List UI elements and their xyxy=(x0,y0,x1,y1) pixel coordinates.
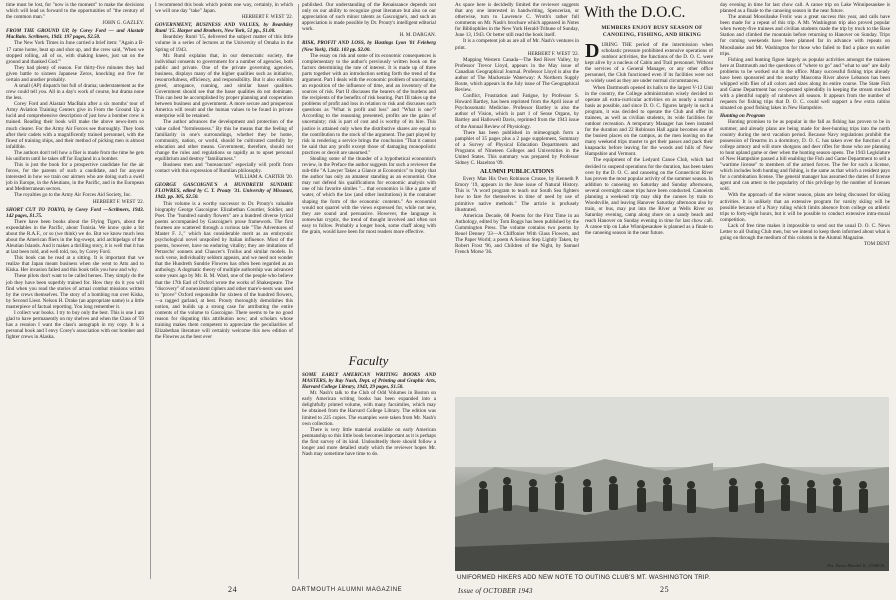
body-paragraph: These pilots don't want to be called heroes. They simply do the job they have been superbly trained for. How they do it you will find when you read the stories of actual combat missions written by the crews themselves. The story of a bombing run over Kiska, by Second Lieut. Nelson H. Drake (an appropriate name) is a little masterpiece of factual reporting. You long remember it. xyxy=(6,273,144,310)
body-paragraph: This book can be read at a sitting. It is important that we realize that Japan meant business when she went to Attu and to Kiska. Her invasion failed and this book tells you how and why. xyxy=(6,255,144,274)
body-paragraph: URING THE period of the intermission when scholastic pressure prohibited extensive operations of outdoor activities, the functions of the D. O. C. were kept alive by a nucleus of Cabin and Trail personnel. Without the services of a General Manager, or any other office personnel, the Club functioned even if its facilities were not so widely used as they are under normal circumstances. xyxy=(585,42,713,85)
reviewer-signature: WILLIAM A. CARTER '20. xyxy=(234,174,293,181)
reviewer-signature: HERBERT F. WEST '22. xyxy=(92,198,144,205)
reviewer-signature: HERBERT F. WEST '22. xyxy=(241,14,293,21)
left-page-number: 24 xyxy=(228,585,238,594)
body-paragraph: With the approach of the winter season, plans are being discussed for skiing activities. It is unlikely that an extensive program for varsity skiing will be possible because of a Navy ruling which limits absence from college on athletic trips to forty-eight hours, but it will be possible to conduct extensive intra-mural competition. xyxy=(720,192,890,223)
body-paragraph: The authors don't tell how a flier is made from the time he gets his uniform until he takes off for England in a bomber. xyxy=(6,149,144,162)
body-paragraph: The royalties go to the Army Air Forces Aid Society, Inc. xyxy=(14,192,132,199)
left-column-2 xyxy=(155,2,293,582)
body-paragraph: day evening in time for last chow call. A canoe trip on Lake Winnipesaukee is planned as a finale to the canoeing season in the near future. xyxy=(720,2,890,15)
body-paragraph: Fishing and hunting figure largely as popular activities amongst the trainees here at Dartmouth and the questions of "where to go" and "what to use" are daily problems to be worked out in the office. Many successful fishing trips already have been sponsored and the nearby Mascoma River above Lebanon has been whipped with flies of all colors and sizes along its entire course. The State Fish and Game Department has co-operated splendidly in keeping the stream stocked with a plentiful supply of rainbows all season. It appears from the number of requests for fishing trips that D. O. C. could well support a few extra cabins situated on good fishing lakes in New Hampshire. xyxy=(720,56,890,112)
body-paragraph: Every Man His Own Robinson Crusoe, by Kenneth P. Emory '19, appears in the June issue of Natural History. This is "A word program to teach our South Sea fighters how to fare for themselves in time of need by use of primitive native methods." The article is profusely illustrated. xyxy=(455,176,579,213)
body-paragraph: Corey Ford and Alastair MacBain after a six months' tour of Army Aviation Training Centers give in From the Ground Up a lucid and comprehensive description of just how a bomber crew is trained. Reading their book will make the above news-item so much clearer. For the Army Air Forces see thoroughly. They look after their cadets with a magnificently trained personnel, with the finest of training ships, and their method of picking men is almost infallible. xyxy=(6,101,144,150)
left-column-3-bottom xyxy=(302,370,436,580)
body-paragraph: Mr. Ruml explains that, in our democratic society, the individual consents to government for a number of agencies, both public and private. One of the private governing agencies, business, displays many of the higher qualities such as initiative, resourcefulness, efficiency, and responsibility. But it also exhibits greed, arrogance, cunning, and similar baser qualities. Government should see that the baser qualities do not dominate. This can best be accomplished by proper planning and cooperation between business and government. A more secure and prosperous America will result and the human values to be found in private enterprise will be retained. xyxy=(155,52,293,120)
left-column-1 xyxy=(6,2,144,582)
right-page-number: 25 xyxy=(660,585,670,594)
faculty-heading: Faculty xyxy=(348,353,389,368)
review-heading: SOME EARLY AMERICAN WRITING BOOKS AND MASTERS, by Ray Nash, Dept. of Printing and Graphic Arts, Harvard College Library, 1943, 29 pages, $1.50. xyxy=(302,372,436,391)
column-rule xyxy=(150,4,151,579)
drop-cap: D xyxy=(585,42,600,62)
right-column-2 xyxy=(585,42,713,394)
review-heading: GEORGE GASCOIGNE'S A HUNDRETH SUNDRIE FLOWRES, edited by C. T. Prouty '31. University of Missouri, 1942. pp. 305, $2.50. xyxy=(155,182,293,201)
body-paragraph: The author advances the development and protection of the value called "formlessness." By this he means that the feeling of familiarity in one's surroundings, whether they be home, community, nation, or world, should be cultivated carefully by education and other means. Government, therefore, should not change the rules and regulations so rapidly as to upset personal equilibrium and destroy "familiarness." xyxy=(155,119,293,162)
magazine-name: DARTMOUTH ALUMNI MAGAZINE xyxy=(292,587,403,593)
body-paragraph: time must be lost, for "now is the moment" to make the decisions which will lead us forward to the opportunities of "the century of the common man." xyxy=(6,2,144,21)
doc-title: With the D.O.C. xyxy=(584,4,686,21)
body-paragraph: The New York Times in June carried a brief item: "Again a B-17 came home, beat up and shot up, and the crew said, 'When we stopped rolling, all of us, with shaking knees, just sat on the ground and thanked God.'" xyxy=(6,40,144,65)
body-paragraph: A small (AP) dispatch but full of drama; understatement as the crew could tell you. All in a day's work of course, but drama none the less. xyxy=(6,83,144,102)
review-heading: Hunting on Program xyxy=(720,113,765,120)
body-paragraph: The essay on risk and some of its economic consequences is complementary to the author's previously written book on the factors determining the rate of interest. It is made up of three parts together with an introduction setting forth the trend of the argument. Part I deals with the economic problem of uncertainty, an exposition of the influence of time, and an inventory of the sources of risk. Part II discusses the bearers of the burdens and the recipients of the benefits of risk bearing. Part III takes up the problems of profit and loss in relation to risk and discusses such questions as "What is profit and loss" and "What is one"? According to the reasoning presented, profits are the gains of uncertainty; risk is part of cost and is worthy of its hire. This justice is attained only when the distributive shares are equal to the contribution to the stock of the argument. The part played by risk in rendering a service brings the conclusion "That it cannot be said that any profit except those of damaging monopolistic practices or deceit are unearned." xyxy=(302,52,436,156)
body-paragraph: There have been books about the Flying Tigers, about the expendables in the Pacific, about Tunisia. We know quite a bit about the R.A.F., or so (we think) we do. But we know much less about the American fliers in the fog-swept, arid archipelago of the Aleutian Islands. And it makes a thrilling story, it is well that it has at last been told, and well told, too, by Corey Ford. xyxy=(6,218,144,256)
body-paragraph: As space here is decidedly limited the reviewer suggests that any one interested in handwriting, Spencerian, or otherwise, turn to Lawrence C. Wroth's rather full comments on Mr. Nash's brochure which appeared in Notes for Bibliophiles in the New York Herald-Tribune of Sunday, June 13, 1943. Or better still read the book itself. xyxy=(455,2,579,39)
body-paragraph: Conflict, Frustration and Fatigue, by Professor S. Howard Bartley, has been reprinted from the April issue of Psychosomatic Medicine. Professor Bartley is also the author of Vision, which is part 1 of Sense Organs, by Bartley and Hallowell Davis, reprinted from the 1943 issue of the Annual Review of Physiology. xyxy=(455,93,579,130)
review-heading: SHORT CUT TO TOKYO, by Corey Ford —Scribners, 1943. 142 pages, $1.75. xyxy=(6,206,144,219)
body-paragraph: This is just the book for a prospective candidate for the air forces, for the parents of such a candidate, and for anyone interested in how we train our airmen who are doing such a swell job in Europe, in the Aleutians, in the Pacific, and in the European and Mediterranean sectors. xyxy=(6,162,144,193)
body-paragraph: This volume is a worthy successor to Dr. Prouty's valuable biography George Gascoigne: Elizabethan Courtier, Soldier, and Poet. The "hundred sundry flowers" are a hundred diverse lyrical poems accompanied by Gascoigne's prose framework. The first fourteen are scattered through a curious tale "The Adventures of Master F. J.," which has considerable merit as an embryonic psychological novel unspoiled by Italian influence. Most of the poems, however, have no enduring vitality; they are imitations of Petrarchs' sonnets and Chaucer's Troilus and similar models. In such verse, individuality seldom appears, and we need not wonder that the Hundreth Sundrie Flowres has often been regarded as an anthology. A dogmatic theory of multiple authorship was advanced some years ago by Mr. B. M. Ward, one of the people who believe that the 17th Earl of Oxford wrote the works of Shakespeare. The "discovery" of nonexistent ciphers and other mare's-nests was used to "prove" Oxford responsible for sixteen of the hundred flowers,—a ragged garland, at best. Prouty thoroughly demolishes this notion, and builds up a strong case for attributing the entire contents of the volume to Gascoigne. There seems to be no good reason for disputing this attribution now; and scholars whose training makes them competent to appreciate the peculiarities of Elizabethan literature will certainly welcome this new edition of the Flowres as the best ever xyxy=(155,200,293,341)
hikers-photo-right xyxy=(713,397,889,571)
body-paragraph: Mr. Nash's talk to the Club of Odd Volumes in Boston on early American writing books has been expanded into a delightfully printed volume, with many facsimiles, which may be obtained from the Harvard College Library. The edition was limited to 225 copies. The examples were taken from Mr. Nash's own collection. xyxy=(302,390,436,427)
section-heading: ALUMNI PUBLICATIONS xyxy=(480,168,554,176)
right-column-1 xyxy=(455,2,579,394)
body-paragraph: I collect war books. I try to buy only the best. This is one I am glad to have permanently on my shelves and when the Class of '59 has a reunion I want the class's autograph in my copy. It is a personal book and I envy Corey's association with our bomber and fighter crews in Alaska. xyxy=(6,309,144,341)
body-paragraph: Business men and "bureaucrats" especially will profit from contact with this expression of Rumlian philosophy. xyxy=(155,162,293,175)
column-rule xyxy=(298,4,299,579)
body-paragraph: There has been published in mimeograph form a pamphlet of 35 pages plus a 2 page supplement, Summary of a Survey of Physical Education Departments and Programs of Nineteen Colleges and Universities in the United States. This summary was prepared by Professor Sidney C. Hazelton '09. xyxy=(455,129,579,167)
body-paragraph: Hunting promises to be as popular in the fall as fishing has proven to be in summer, and already plans are being made for deer-hunting trips into the north country during the next vacation period. Because Navy regulations prohibit the possession of firearms in a dormitory, D. O. C. has taken over the function of a college armory and will store shotguns and deer rifles for those who are planning to hunt upland game or deer when the hunting season opens. The 1943 Legislature of New Hampshire passed a bill enabling the Fish and Game Department to sell a "wartime license" to members of the armed forces. The fee for such a license, which includes both hunting and fishing, is the same as that which a resident pays for a combination license. The general manager has assumed the duties of license agent and can attest to the popularity of this privilege by the number of licenses sold. xyxy=(720,119,890,193)
body-paragraph: The annual Moosilauke Frolic was a great success this year, and calls have been made for a repeat of this trip. A Mt. Washington trip also proved popular when twenty-five trainees and civilian students made the trip by truck to the Base Station and climbed the mountain before returning to Hanover on Sunday. Trips for coming weekends have been planned far in advance with repeats on Moosilauke and Mt. Washington for those who failed to find a place on earlier trips. xyxy=(720,14,890,57)
left-column-3-top xyxy=(302,2,436,350)
body-paragraph: They had plenty of reason. For thirty-five minutes they had given battle to sixteen Japanese Zeros, knocking out five for certain and another probably. xyxy=(6,64,144,83)
body-paragraph: I recommend this book which points one way, certainly, in which we will one day "take" Japan. xyxy=(155,2,293,15)
reviewer-signature: H. M. DARGAN. xyxy=(399,32,436,39)
body-paragraph: Lack of free time makes it impossible to send out the usual D. O. C. News Letter to all Outing Club men, but we intend to keep them informed about what is going on through the medium of this column in the Alumni Magazine. xyxy=(720,222,890,241)
body-paragraph: When Dartmouth opened its halls to the largest V-12 Unit in the country, the College administration wisely decided to operate all extra-curricular activities on as nearly a normal basis as possible, and since D. O. C. figures largely in such a program, it was decided to operate the Club and offer its trainees, as well as civilian students, its wide facilities for outdoor recreation. A temporary Manager has been instated for the duration and 22 Robinson Hall again becomes one of the busiest places on the campus, as the men leaving on the many weekend trips muster to get their passes and pack their knapsacks before leaving for the woods and hills of New Hampshire and Vermont. xyxy=(585,84,713,158)
reviewer-signature: TOM DENT xyxy=(863,241,890,248)
photo-caption: UNIFORMED HIKERS ADD NEW NOTE TO OUTING CLUB'S MT. WASHINGTON TRIP. xyxy=(457,574,711,581)
hikers-photo-illustration-right xyxy=(713,397,889,571)
hikers-photo-illustration xyxy=(455,397,713,571)
body-paragraph: Stealing some of the thunder of a hypothetical economist's review, in the Preface the author suggests for such a reviewer the sub-title "A Lawyer Takes a Glance at Economics" to imply that the author has only an amateur standing as an economist. One may not defend his qualifications for economic analysis with one of his favorite similes "... that economics is like a game of water, of which the law (and other institutions) is the container shaping the form of the economic contents." An economist would not quarrel with the views expressed for, while not new, they are sound and persuasive. However, the language is somewhat cryptic, the trend of thought involved and often not easy to follow. Probably a longer book, some chaff along with the grain, would have been for most readers more effective. xyxy=(302,155,436,235)
reviewer-signature: JOHN G. GAZLEY. xyxy=(102,20,144,27)
review-heading: RISK, PROFIT AND LOSS, by Hastings Lyon '01 Feleberg (New York), 1943. 103 pp. $2.00. xyxy=(302,40,436,53)
review-heading: GOVERNMENT, BUSINESS AND VALUES, by Beardsley Ruml '15. Harper and Brothers, New York, 51 pp., $1.00. xyxy=(155,22,293,35)
body-paragraph: The equipment of the Ledyard Canoe Club, which had decided to suspend operations for the duration, has been taken over by the D. O. C. and canoeing on the Connecticut River has proven the most popular activity of the summer season. In addition to canoeing on Saturday and Sunday afternoons, several overnight canoe trips have been conducted. Canoeists planning a weekend trip may ship the canoes by train to Woodsville, and leaving Hanover Saturday afternoon also by train, or bus, may put into the River at Wells River on Saturday evening, camp along shore on a sandy beach and reach Hanover on Sunday evening in time for last chow call. A canoe trip on Lake Winnipesaukee is planned as a finale to the canoeing season in the near future. xyxy=(585,157,713,237)
photo-credit: Pvt. Victor Mandel Jr., USMCR. xyxy=(827,563,885,568)
doc-subtitle: MEMBERS ENJOY BUSY SEASON OF CANOEING, FISHING, AND HIKING xyxy=(601,25,703,38)
body-paragraph: American Decade, 68 Poems for the First Time in an Anthology, edited by Tom Boggs has been published by the Cummington Press. The volume contains two poems by Reuel Denney '33—A Chiffonier With Glass Flowers, and The Paper World; a poem A Serious Step Lightly Taken, by Robert Frost '96, and Children of the Night, by Samuel French Morse '36. xyxy=(455,212,579,256)
body-paragraph: Mapping Western Canada—The Red River Valley, by Professor Trevor Lloyd, appears in the May issue of Canadian Geographical Journal. Professor Lloyd is also the author of The Mackenzie Waterway: A Northern Supply Route, which appears in the July issue of The Geographical Review. xyxy=(455,56,579,94)
hikers-photo xyxy=(455,397,713,571)
review-heading: FROM THE GROUND UP, by Corey Ford — and Alastair MacBain. Scribners, 1943. 197 pages, $2.50. xyxy=(6,28,144,41)
reviewer-signature: HERBERT F. WEST '22. xyxy=(527,50,579,57)
body-paragraph: published. Our understanding of the Renaissance depends not only on our ability to recognize great literature but also on our appreciation of such minor talents as Gascoigne's, and such an appreciation is made possible by Dr. Prouty's intelligent editorial work. xyxy=(302,2,436,33)
body-paragraph: It is a competent job as are all of Mr. Nash's ventures in print. xyxy=(455,38,579,51)
body-paragraph: Beardsley Ruml '15, delivered the subject matter of this little volume in a series of lectures at the University of Omaha in the Spring of 1943. xyxy=(155,34,293,53)
body-paragraph: There is very little material available on early American penmanship so this little book becomes important as it is perhaps the first survey of its kind. Undoubtedly there should follow a longer and more detailed study which the reviewer hopes Mr. Nash may sometime have time to do. xyxy=(302,426,436,458)
issue-line: Issue of OCTOBER 1943 xyxy=(458,587,533,595)
